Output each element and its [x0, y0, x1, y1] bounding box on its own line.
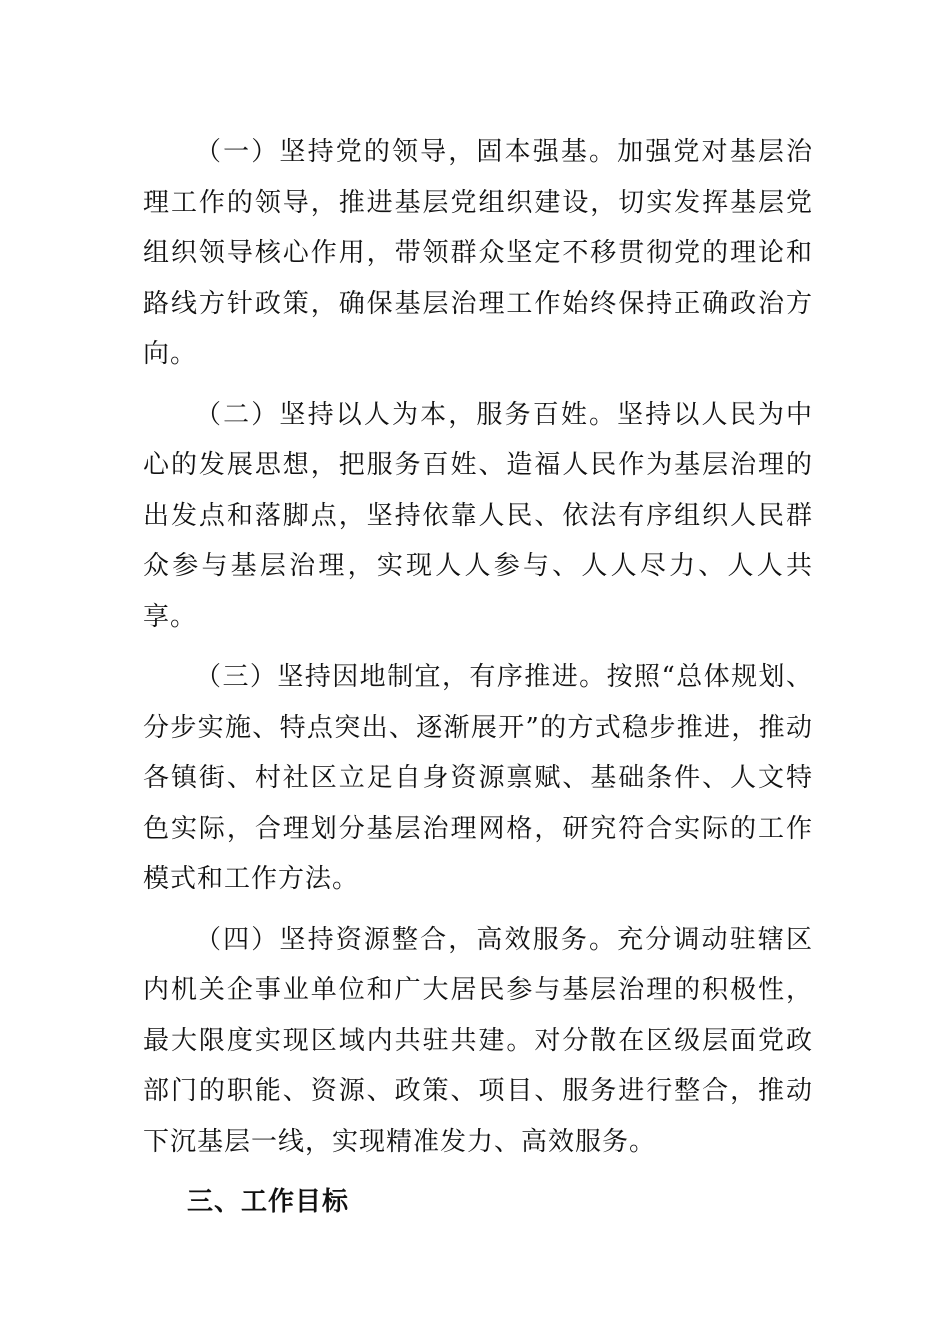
principle-paragraph-4: （四）坚持资源整合，高效服务。充分调动驻辖区内机关企事业单位和广大居民参与基层治理的积极性，最大限度实现区域内共驻共建。对分散在区级层面党政部门的职能、资源、政策、项目、服务进行整合，推动下沉基层一线，实现精准发力、高效服务。 — [143, 924, 813, 1157]
principle-paragraph-1: （一）坚持党的领导，固本强基。加强党对基层治理工作的领导，推进基层党组织建设，切实发挥基层党组织领导核心作用，带领群众坚定不移贯彻党的理论和路线方针政策，确保基层治理工作始终保持正确政治方向。 — [143, 137, 813, 369]
section-heading: 三、工作目标 — [187, 1187, 350, 1217]
document-body — [143, 127, 813, 1227]
principle-paragraph-3: （三）坚持因地制宜，有序推进。按照“总体规划、分步实施、特点突出、逐渐展开”的方式稳步推进，推动各镇街、村社区立足自身资源禀赋、基础条件、人文特色实际，合理划分基层治理网格，研究符合实际的工作模式和工作方法。 — [143, 662, 813, 894]
principle-paragraph-2: （二）坚持以人为本，服务百姓。坚持以人民为中心的发展思想，把服务百姓、造福人民作为基层治理的出发点和落脚点，坚持依靠人民、依法有序组织人民群众参与基层治理，实现人人参与、人人尽力、人人共享。 — [143, 399, 813, 632]
